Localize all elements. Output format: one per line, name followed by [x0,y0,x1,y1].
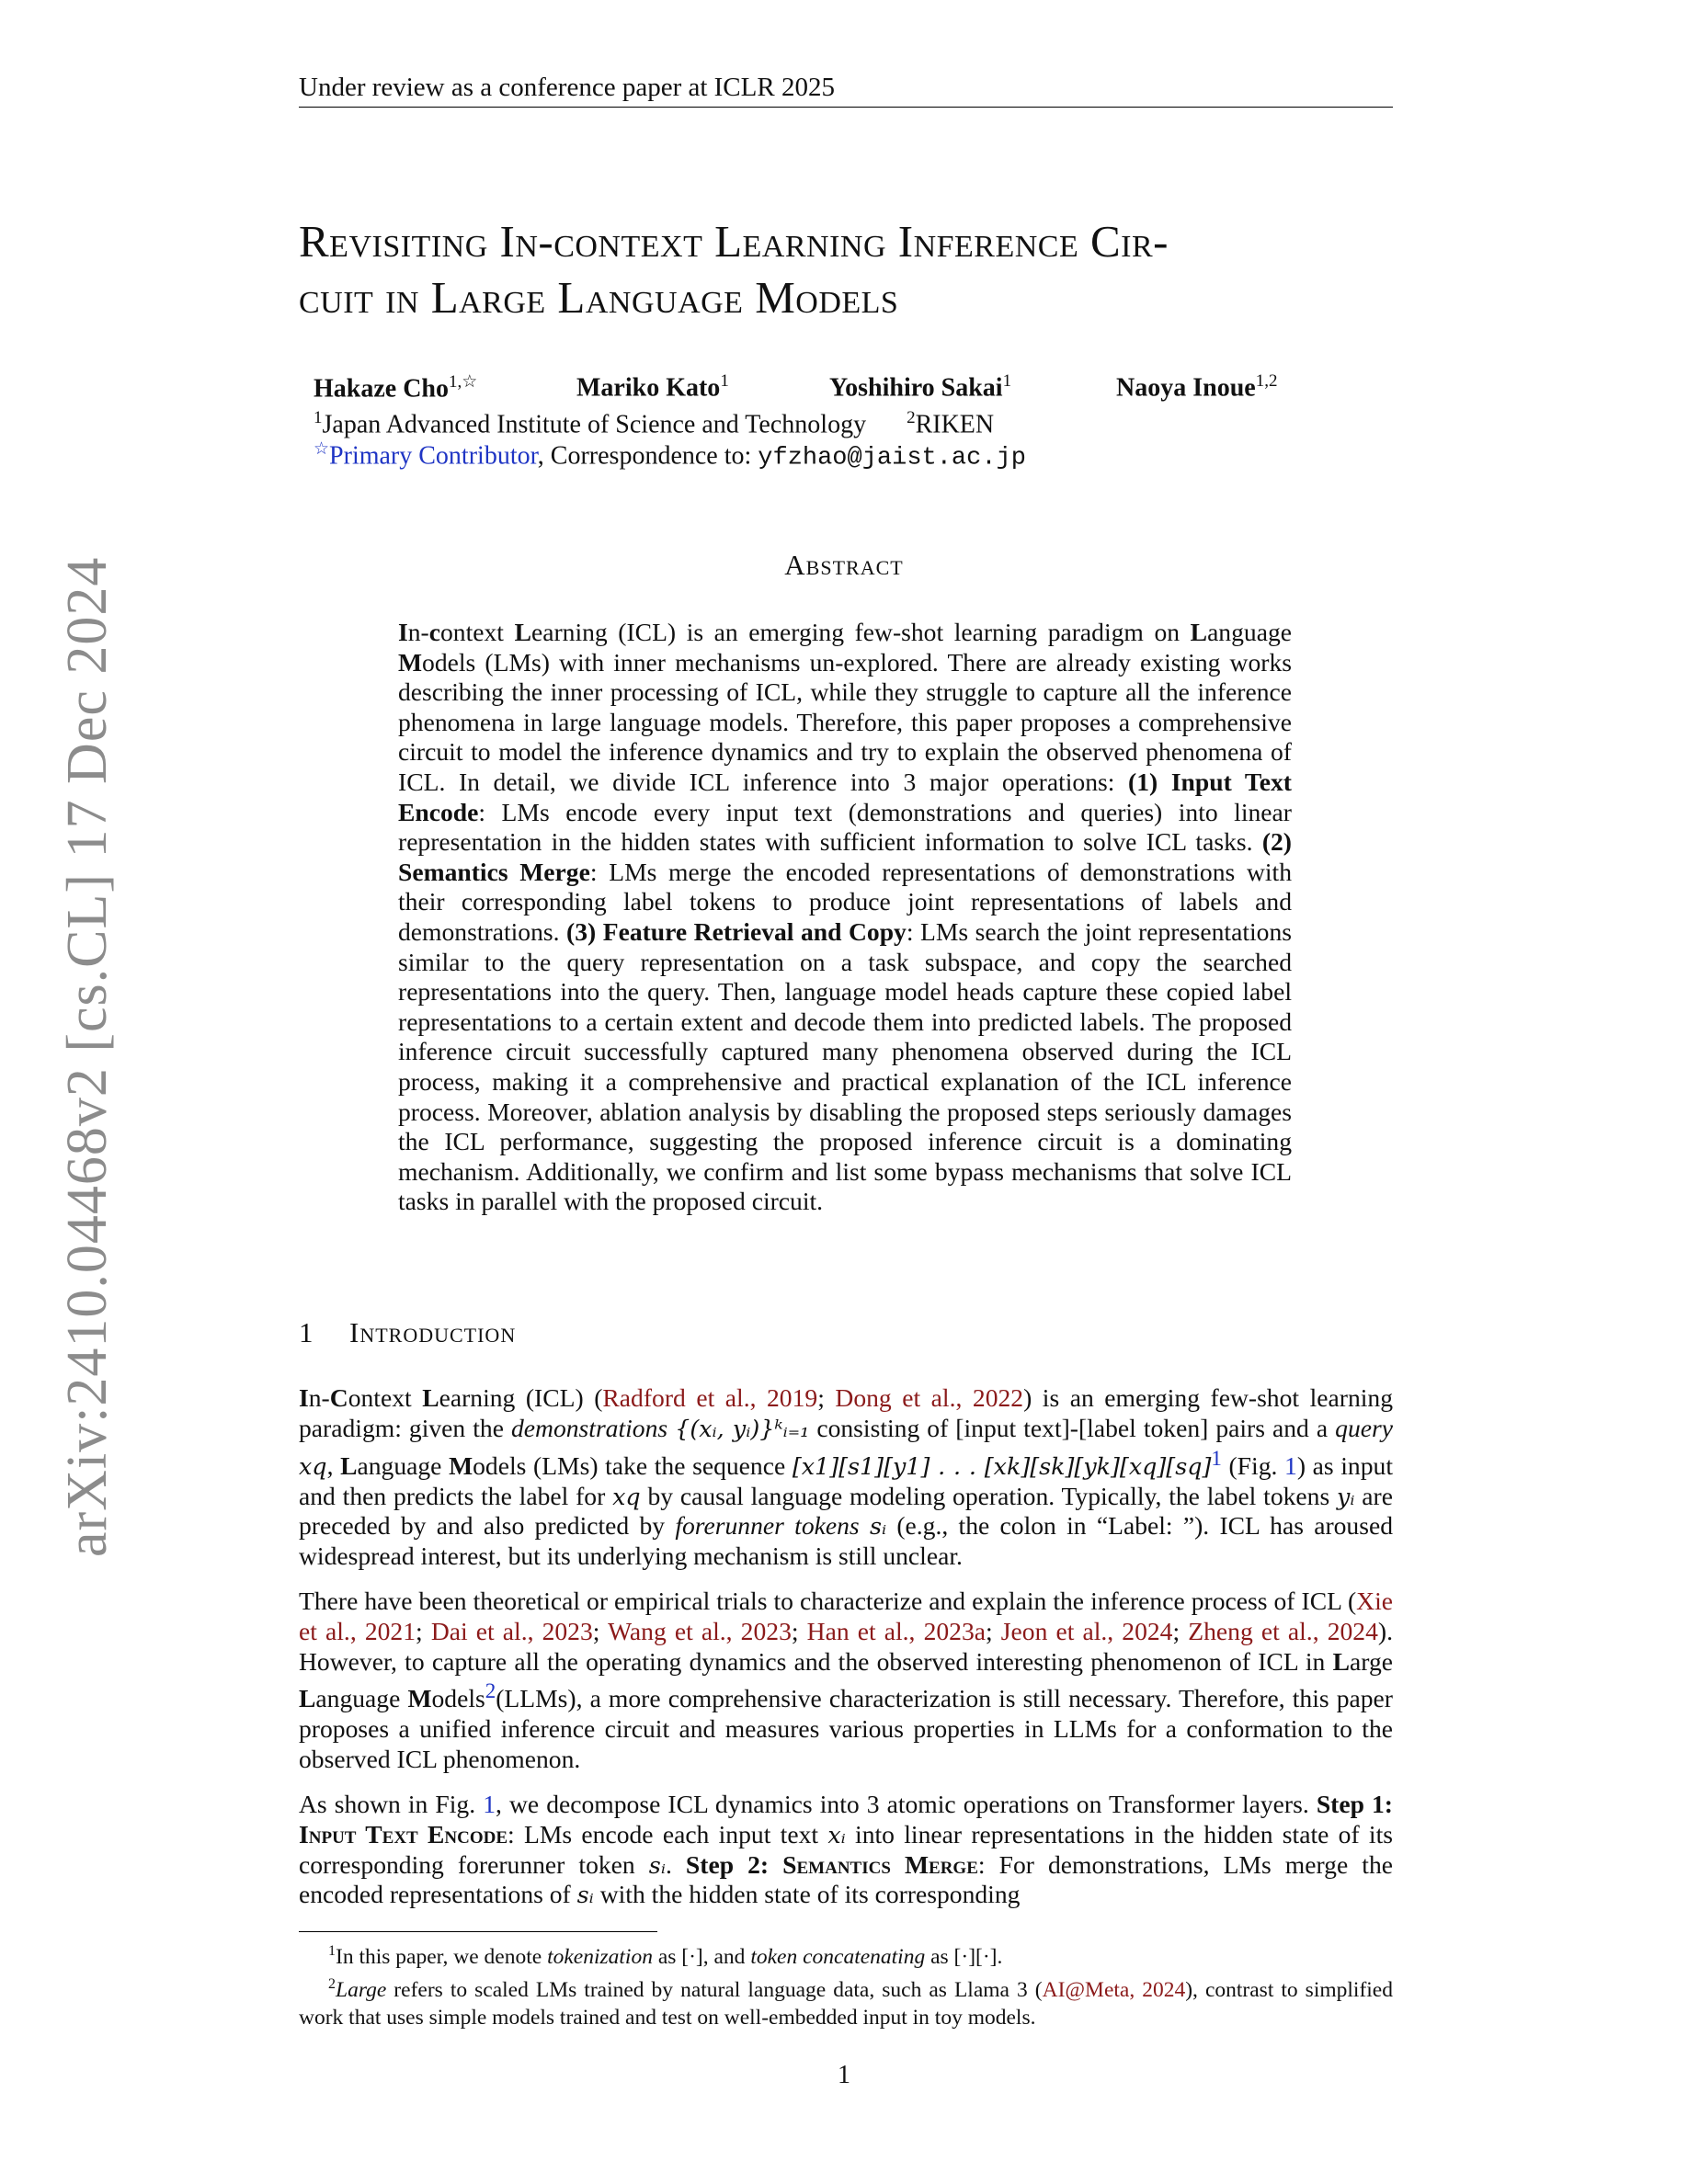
citation-link[interactable]: Dong et al., 2022 [835,1383,1024,1412]
figure-ref[interactable]: 1 [483,1789,496,1818]
title-line-2: cuit in Large Language Models [299,272,899,323]
citation-link[interactable]: Dai et al., 2023 [430,1616,593,1645]
citation-link[interactable]: Wang et al., 2023 [608,1616,792,1645]
abstract-body: In-context Learning (ICL) is an emerging few-shot learning paradigm on Language Models (LMs) with inner mechanisms un-explored. There are already existing works describing the inner processing of ICL, while they struggle to capture all the inference phenomena in large language models. Therefore, this paper proposes a comprehensive circuit to model the inference dynamics and try to explain the observed phenomena of ICL. In detail, we divide ICL inference into 3 major operations: (1) Input Text Encode: LMs encode every input text (demonstrations and queries) into linear representation in the hidden states with sufficient information to solve ICL tasks. (2) Semantics Merge: LMs merge the encoded representations of demonstrations with their corresponding label tokens to produce joint representations of labels and demonstrations. (3) Feature Retrieval and Copy: LMs search the joint representations similar to the query representation on a task subspace, and copy the searched representations into the query. Then, language model heads capture these copied label representations to a certain extent and decode them into predicted labels. The proposed inference circuit successfully captured many phenomena observed during the ICL process, making it a comprehensive and practical explanation of the ICL inference process. Moreover, ablation analysis by disabling the proposed steps seriously damages the ICL performance, suggesting the proposed inference circuit is a dominating mechanism. Additionally, we confirm and list some bypass mechanisms that solve ICL tasks in parallel with the proposed circuit. [398,618,1293,1216]
footnote-1: $^1$In this paper, we denote tokenization as [·], and token concatenating as [·][·]. [328,1943,1003,1969]
title-line-1: Revisiting In-context Learning Inference Cir- [299,216,1169,267]
citation-link[interactable]: Jeon et al., 2024 [1000,1616,1173,1645]
author-1: Hakaze Cho$^{1,☆}$ [314,372,478,404]
primary-contributor-link[interactable]: Primary Contributor [329,441,538,471]
citation-link[interactable]: Xie et al., 2021 [299,1586,1393,1645]
footnotes [299,1938,1393,2031]
affiliations: $^1$Japan Advanced Institute of Science and Technology $^2$RIKEN [314,408,995,439]
citation-link[interactable]: Han et al., 2023a [806,1616,986,1645]
introduction-body [299,1383,1393,1925]
footnote-divider [299,1931,657,1932]
footnote-ref-2[interactable]: 2 [485,1679,496,1703]
abstract-heading: Abstract [784,549,904,581]
author-list [0,371,1688,403]
intro-paragraph-3: As shown in Fig. 1, we decompose ICL dynamics into 3 atomic operations on Transformer layers. Step 1: Input Text Encode: LMs encode each input text xᵢ into linear representations in the hidden state of its corresponding forerunner token sᵢ. Step 2: Semantics Merge: For demonstrations, LMs merge the encoded representations of sᵢ with the hidden state of its corresponding [299,1789,1393,1909]
arxiv-stamp: arXiv:2410.04468v2 [cs.CL] 17 Dec 2024 [56,556,119,1557]
paper-title [299,213,1402,325]
author-4: Naoya Inoue$^{1,2}$ [1116,371,1278,403]
footnote-2: $^2$Large refers to scaled LMs trained by natural language data, such as Llama 3 (AI@Meta, 2024), contrast to simplified work that uses simple models trained and test on well-embedded input in toy models. [299,1975,1393,2030]
footnote-ref-1[interactable]: 1 [1211,1446,1222,1470]
citation-link[interactable]: Radford et al., 2019 [602,1383,818,1412]
figure-ref[interactable]: 1 [1284,1450,1297,1480]
author-2: Mariko Kato$^1$ [576,371,729,403]
correspondence-line: ☆Primary Contributor, Correspondence to: yfzhao@jaist.ac.jp [314,439,1026,472]
intro-paragraph-2: There have been theoretical or empirical trials to characterize and explain the inference process of ICL (Xie et al., 2021; Dai et al., 2023; Wang et al., 2023; Han et al., 2023a; Jeon et al., 2024; Zheng et al., 2024). However, to capture all the operating dynamics and the observed interesting phenomenon of ICL in Large Language Models$^2$(LLMs), a more comprehensive characterization is still necessary. Therefore, this paper proposes a unified inference circuit and measures various properties in LLMs for a conformation to the observed ICL phenomenon. [299,1586,1393,1774]
citation-link[interactable]: AI@Meta, 2024 [1042,1977,1186,2002]
email-link[interactable]: yfzhao@jaist.ac.jp [758,444,1026,472]
running-head: Under review as a conference paper at ICLR 2025 [299,72,1393,108]
section-heading-introduction: 1 Introduction [299,1316,517,1348]
page-number: 1 [838,2061,850,2089]
author-3: Yoshihiro Sakai$^1$ [829,371,1012,403]
intro-paragraph-1: In-Context Learning (ICL) (Radford et al., 2019; Dong et al., 2022) is an emerging few-shot learning paradigm: given the demonstrations {(xᵢ, yᵢ)}ᵏᵢ₌₁ consisting of [input text]-[label token] pairs and a query xq, Language Models (LMs) take the sequence [x1][s1][y1] . . . [xk][sk][yk][xq][sq]$^1$ (Fig. 1) as input and then predicts the label for xq by causal language modeling operation. Typically, the label tokens yᵢ are preceded by and also predicted by forerunner tokens sᵢ (e.g., the colon in “Label: ”). ICL has aroused widespread interest, but its underlying mechanism is still unclear. [299,1383,1394,1571]
citation-link[interactable]: Zheng et al., 2024 [1188,1616,1378,1645]
